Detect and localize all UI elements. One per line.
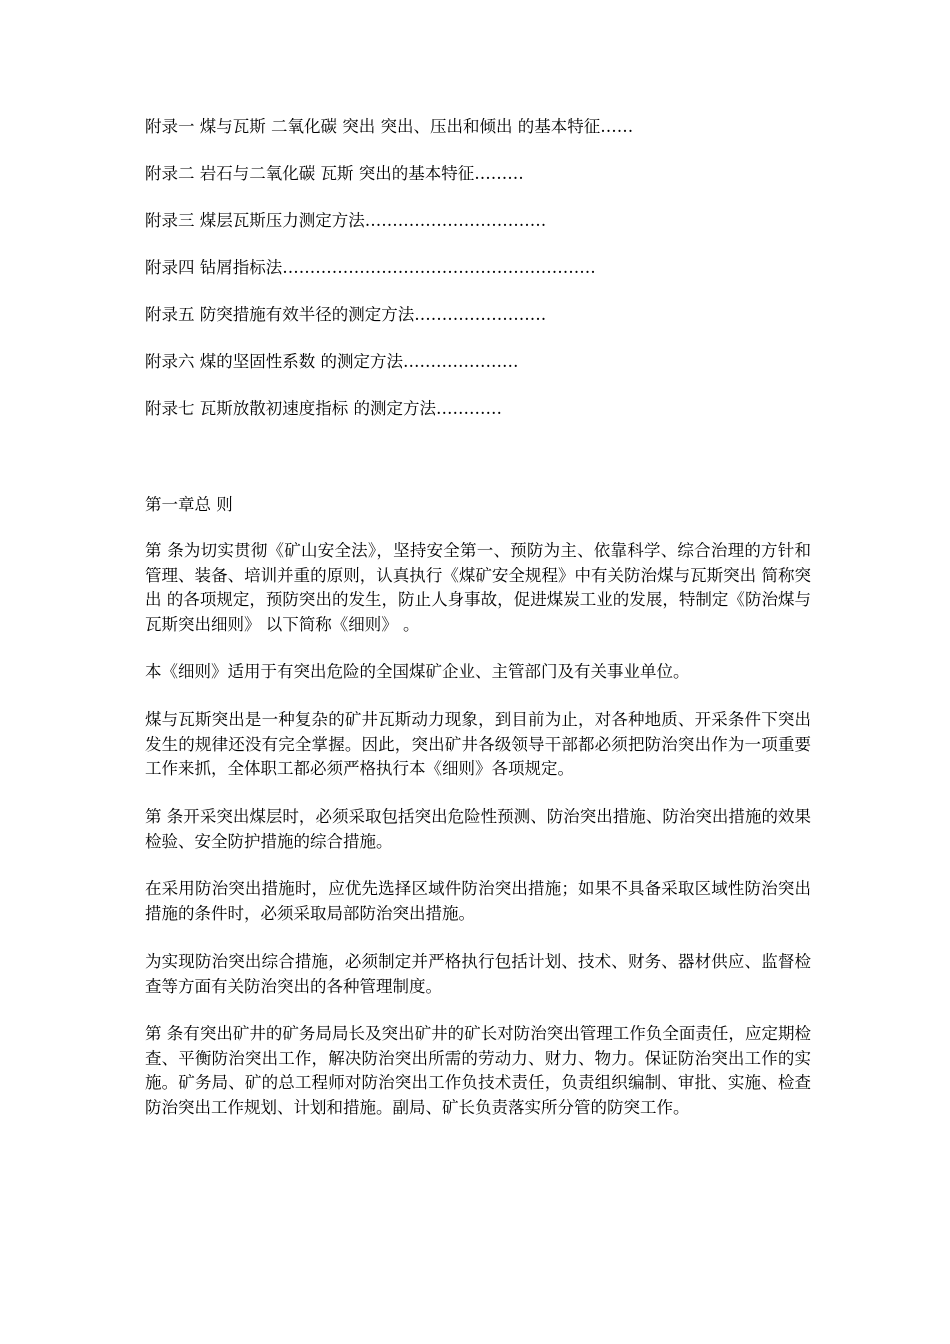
chapter-title: 第一章总 则 [145, 495, 233, 514]
appendix-4-line: 附录四 钻屑指标法………………………………………………… [145, 258, 596, 277]
article-3-paragraph: 第 条有突出矿井的矿务局局长及突出矿井的矿长对防治突出管理工作负全面责任，应定期检查、平衡防治突出工作，解决防治突出所需的劳动力、财力、物力。保证防治突出工作的实施。矿务局、矿的总工程师对防治突出工作负技术责任，负责组织编制、审批、实施、检查防治突出工作规划、计划和措施。副局、矿长负责落实所分管的防突工作。 [145, 1024, 811, 1118]
outburst-description-paragraph: 煤与瓦斯突出是一种复杂的矿井瓦斯动力现象，到目前为止，对各种地质、开采条件下突出发生的规律还没有完全掌握。因此，突出矿井各级领导干部都必须把防治突出作为一项重要工作来抓，全体职工都必须严格执行本《细则》各项规定。 [145, 710, 811, 779]
appendix-7-line: 附录七 瓦斯放散初速度指标 的测定方法………… [145, 399, 502, 418]
scope-paragraph: 本《细则》适用于有突出危险的全国煤矿企业、主管部门及有关事业单位。 [145, 662, 690, 681]
appendix-5-line: 附录五 防突措施有效半径的测定方法…………………… [145, 305, 547, 324]
appendix-3-line: 附录三 煤层瓦斯压力测定方法…………………………… [145, 211, 547, 230]
article-1-paragraph: 第 条为切实贯彻《矿山安全法》，坚持安全第一、预防为主、依靠科学、综合治理的方针和管理、装备、培训并重的原则，认真执行《煤矿安全规程》中有关防治煤与瓦斯突出 简称突出 的各项规定，预防突出的发生，防止人身事故，促进煤炭工业的发展，特制定《防治煤与瓦斯突出细则》 以下简称《细则》 。 [145, 541, 811, 635]
appendix-6-line: 附录六 煤的坚固性系数 的测定方法………………… [145, 352, 519, 371]
management-system-paragraph: 为实现防治突出综合措施，必须制定并严格执行包括计划、技术、财务、器材供应、监督检查等方面有关防治突出的各种管理制度。 [145, 952, 811, 996]
appendix-1-line: 附录一 煤与瓦斯 二氧化碳 突出 突出、压出和倾出 的基本特征…… [145, 117, 634, 136]
regional-measures-paragraph: 在采用防治突出措施时，应优先选择区域件防治突出措施；如果不具备采取区域性防治突出措施的条件时，必须采取局部防治突出措施。 [145, 879, 811, 923]
appendix-2-line: 附录二 岩石与二氧化碳 瓦斯 突出的基本特征……… [145, 164, 524, 183]
article-2-paragraph: 第 条开采突出煤层时，必须采取包括突出危险性预测、防治突出措施、防治突出措施的效果检验、安全防护措施的综合措施。 [145, 807, 811, 851]
